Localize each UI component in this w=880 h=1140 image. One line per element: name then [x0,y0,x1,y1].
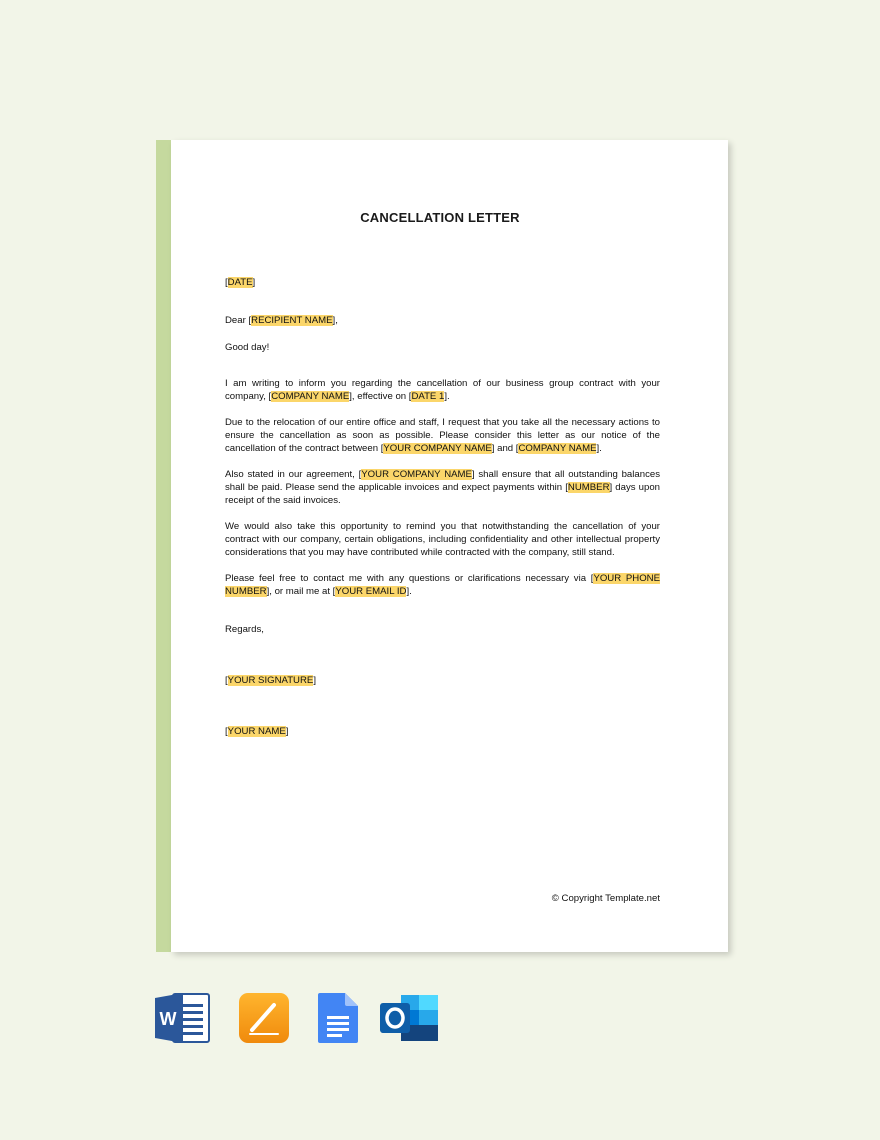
google-docs-icon[interactable] [317,992,377,1046]
paragraph-5: Please feel free to contact me with any questions or clarifications necessary via [YOUR PHONE NUMBER], or mail me at [YOUR EMAIL ID]. [225,573,660,597]
document-title: CANCELLATION LETTER [360,210,520,225]
email-placeholder: YOUR EMAIL ID [335,586,407,597]
name-placeholder: YOUR NAME [227,726,286,737]
svg-text:W: W [159,1009,177,1029]
paragraph-1: I am writing to inform you regarding the cancellation of our business group contract with your company, [COMPANY NAME], effective on [DATE 1]. [225,378,660,402]
date-1-placeholder: DATE 1 [411,391,445,402]
copyright-notice: © Copyright Template.net [551,893,660,904]
date-line: [DATE] [225,277,256,288]
company-name-placeholder: COMPANY NAME [271,391,350,402]
word-icon[interactable] [155,992,215,1046]
paragraph-4: We would also take this opportunity to remind you that notwithstanding the cancellation of your contract with our company, certain obligations, including confidentiality and other intellectual property considerations that you may have contributed while contracted with the company, still stand. [225,521,660,558]
salutation: Dear [RECIPIENT NAME], [225,315,338,326]
your-company-name-placeholder: YOUR COMPANY NAME [383,443,492,454]
outlook-icon[interactable] [379,992,439,1046]
company-name-placeholder: COMPANY NAME [518,443,597,454]
paragraph-3: Also stated in our agreement, [YOUR COMPANY NAME] shall ensure that all outstanding balances shall be paid. Please send the applicable invoices and expect payments within [NUMBER] days upon receipt of the said invoices. [225,469,660,506]
greeting: Good day! [225,342,270,353]
paragraph-2: Due to the relocation of our entire office and staff, I request that you take all the necessary actions to ensure the cancellation as soon as possible. Please consider this letter as our notice of the cancellation of the contract between [YOUR COMPANY NAME] and [COMPANY NAME]. [225,417,660,454]
pages-icon[interactable] [238,992,298,1046]
name-line: [YOUR NAME] [225,726,289,737]
accent-strip [156,140,171,952]
phone-number-placeholder: YOUR PHONE NUMBER [225,573,660,597]
closing: Regards, [225,624,264,635]
date-placeholder: DATE [227,277,253,288]
signature-placeholder: YOUR SIGNATURE [227,675,314,686]
number-placeholder: NUMBER [567,482,610,493]
letter-body [225,276,660,738]
your-company-name-placeholder: YOUR COMPANY NAME [361,469,472,480]
signature-line: [YOUR SIGNATURE] [225,675,316,686]
recipient-placeholder: RECIPIENT NAME [251,315,333,326]
